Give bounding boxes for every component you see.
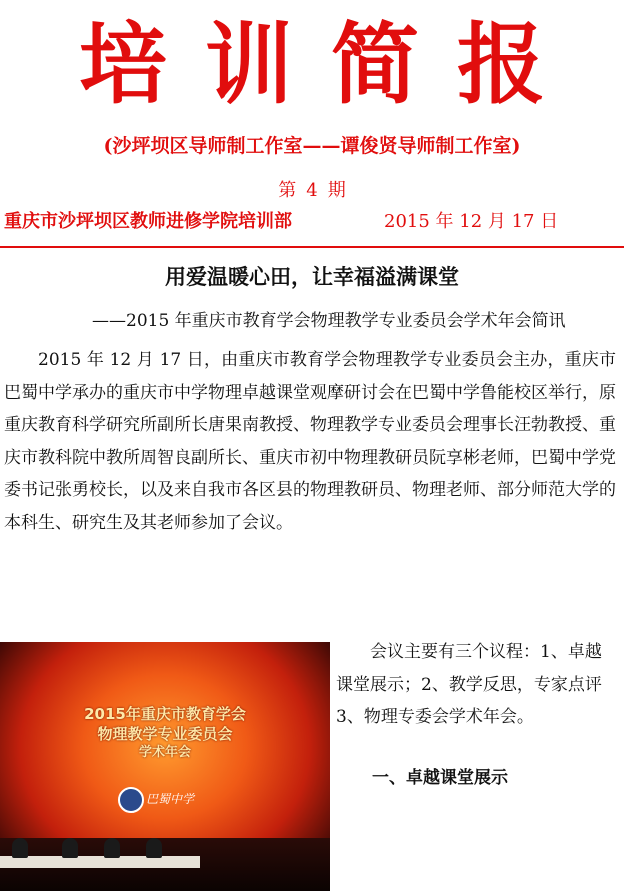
- subtitle: (沙坪坝区导师制工作室——谭俊贤导师制工作室): [103, 135, 521, 157]
- header-divider: [0, 246, 624, 248]
- conference-photo: [0, 642, 330, 891]
- speaker-table: [0, 856, 200, 868]
- section-heading: 一、卓越课堂展示: [372, 768, 508, 788]
- school-name: 巴蜀中学: [146, 792, 195, 806]
- masthead-title: 培训简报: [78, 12, 583, 116]
- organization-name: 重庆市沙坪坝区教师进修学院培训部: [4, 211, 292, 232]
- speaker-figure: [12, 838, 28, 858]
- school-logo-icon: [118, 787, 144, 813]
- article-headline: 用爱温暖心田，让幸福溢满课堂: [165, 265, 459, 289]
- photo-banner: [0, 704, 330, 762]
- banner-line: 物理教学专业委员会: [97, 725, 233, 743]
- article-paragraph: 2015 年 12 月 17 日，由重庆市教育学会物理教学专业委员会主办，重庆市巴蜀中学承办的重庆市中学物理卓越课堂观摩研讨会在巴蜀中学鲁能校区举行，原重庆教育科学研究所副所长唐果南教授、物理教学专业委员会理事长汪勃教授、重庆市教科院中教所周智良副所长、重庆市初中物理教研员阮享彬老师，巴蜀中学党委书记张勇校长，以及来自我市各区县的物理教研员、物理老师、部分师范大学的本科生、研究生及其老师参加了会议。: [4, 350, 616, 533]
- banner-line: 学术年会: [138, 745, 191, 760]
- issue-date: 2015 年 12 月 17 日: [384, 211, 559, 232]
- issue-number: 4: [306, 180, 318, 201]
- speaker-figure: [62, 838, 78, 858]
- agenda-paragraph: 会议主要有三个议程：1、卓越课堂展示；2、教学反思，专家点评 3、物理专委会学术年会。: [336, 642, 602, 728]
- banner-line: 2015年重庆市教育学会: [84, 705, 246, 723]
- speaker-figure: [104, 838, 120, 858]
- speaker-figure: [146, 838, 162, 858]
- article-dek: ——2015 年重庆市教育学会物理教学专业委员会学术年会简讯: [92, 311, 566, 331]
- issue-suffix: 期: [327, 180, 346, 201]
- issue-line: [0, 176, 624, 202]
- issue-prefix: 第: [278, 180, 297, 201]
